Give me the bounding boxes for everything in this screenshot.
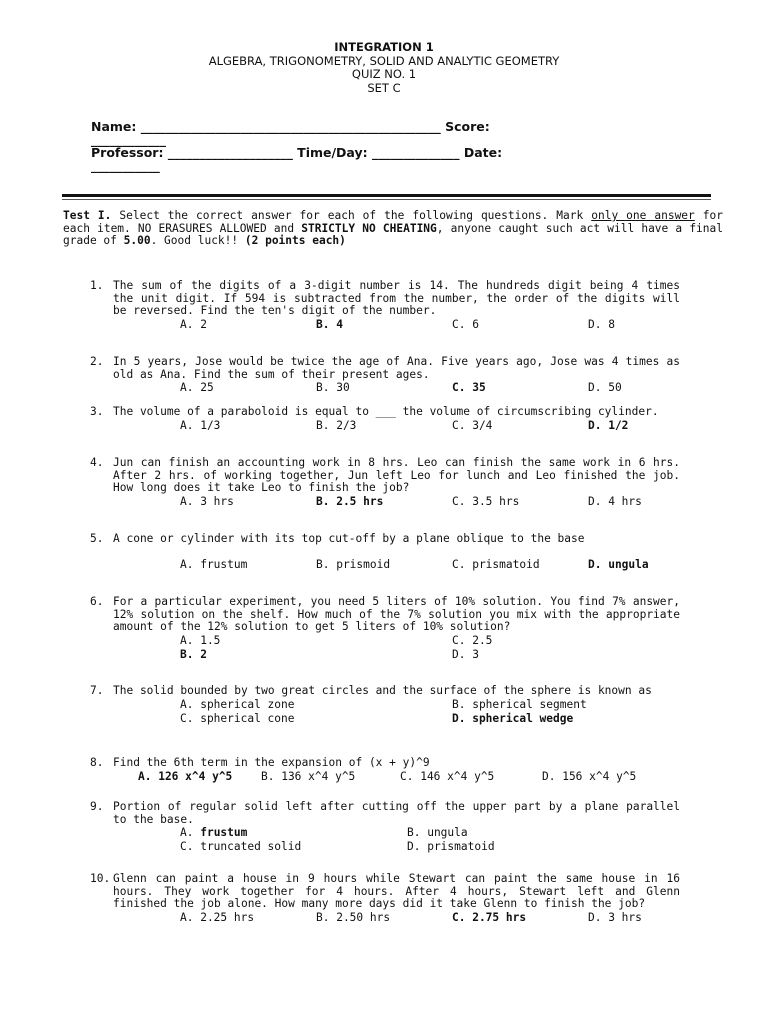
question-text: The solid bounded by two great circles and the surface of the sphere is known as: [113, 684, 652, 697]
question-number: 10.: [90, 872, 111, 885]
option-c: C. 2.75 hrs: [452, 910, 527, 924]
points-note: (2 points each): [244, 234, 346, 247]
question-number: 5.: [90, 532, 104, 545]
option-a: A. 1/3: [180, 418, 221, 432]
date-blank-line: ___________: [91, 158, 160, 173]
question-number: 6.: [90, 595, 104, 608]
question-text: A cone or cylinder with its top cut-off by a plane oblique to the base: [113, 532, 585, 545]
question-text: The volume of a paraboloid is equal to ___ the volume of circumscribing cylinder.: [113, 405, 659, 418]
option-d: D. 3 hrs: [588, 910, 642, 924]
option-c: C. 35: [452, 381, 486, 394]
question-number: 1.: [90, 279, 104, 292]
header-divider: [62, 194, 711, 197]
question-text: The sum of the digits of a 3-digit number is 14. The hundreds digit being 4 times the unit digit. If 594 is subtracted from the number, the order of the digits will be reversed. Find the ten's digit of the number.: [113, 279, 680, 317]
question-1: [90, 280, 680, 332]
option-c: C. 2.5: [452, 633, 493, 647]
question-number: 4.: [90, 456, 104, 469]
document-header: [0, 41, 768, 95]
option-d: D. ungula: [588, 557, 649, 571]
option-b: B. 136 x^4 y^5: [261, 769, 356, 783]
option-b: B. 2.5 hrs: [316, 494, 384, 508]
question-number: 9.: [90, 800, 104, 813]
question-8: [90, 757, 680, 784]
option-b: B. ungula: [407, 826, 468, 839]
option-b: B. 2.50 hrs: [316, 910, 391, 924]
instruction-text: , anyone caught such act will have a final grade of: [63, 221, 723, 247]
option-b-label: B. 2: [180, 647, 207, 661]
question-10: [90, 873, 680, 925]
option-d: D. spherical wedge: [452, 711, 574, 725]
option-a: A. 25: [180, 381, 214, 394]
question-number: 7.: [90, 684, 104, 697]
option-b: B. prismoid: [316, 557, 391, 571]
option-d: D. 3: [452, 647, 479, 661]
option-a: A. 2: [180, 317, 207, 331]
option-b: B. 4: [316, 317, 343, 331]
option-b: B. 30: [316, 381, 350, 394]
instruction-text: for each item. NO ERASURES ALLOWED and: [63, 209, 723, 235]
professor-time-date-line: Professor: ____________________ Time/Day: ______________ Date:: [91, 145, 503, 160]
name-score-line: Name: ________________________________________________ Score:: [91, 119, 490, 134]
option-b: B. 2/3: [316, 418, 357, 432]
underlined-text: only one answer: [591, 209, 695, 222]
question-number: 8.: [90, 756, 104, 769]
question-6: [90, 596, 680, 662]
question-text: In 5 years, Jose would be twice the age of Ana. Five years ago, Jose was 4 times as old as Ana. Find the sum of their present ages.: [113, 355, 680, 381]
header-divider-thin: [62, 199, 711, 200]
option-c: C. prismatoid: [452, 557, 540, 571]
option-c: C. spherical cone: [180, 711, 295, 725]
option-c: C. 3.5 hrs: [452, 494, 520, 508]
option-c: C. 146 x^4 y^5: [400, 769, 495, 783]
question-7: [90, 685, 680, 726]
score-blank-line: ____________: [91, 132, 166, 147]
option-d: D. 8: [588, 317, 615, 331]
option-c: C. truncated solid: [180, 840, 302, 853]
strict-notice: STRICTLY NO CHEATING: [301, 221, 437, 235]
question-text: Glenn can paint a house in 9 hours while Stewart can paint the same house in 16 hours. They work together for 4 hours. After 4 hours, Stewart left and Glenn finished the job alone. How many more days did it take Glenn to finish the job?: [113, 872, 680, 910]
option-a-letter: A.: [180, 826, 201, 839]
question-text: Portion of regular solid left after cutting off the upper part by a plane parallel to the base.: [113, 800, 680, 826]
option-a: [180, 827, 247, 840]
option-d: D. 4 hrs: [588, 494, 642, 508]
question-4: [90, 457, 680, 509]
quiz-number: QUIZ NO. 1: [351, 67, 417, 81]
option-a: A. spherical zone: [180, 697, 295, 711]
question-3: [90, 406, 680, 433]
test-label: Test I.: [63, 209, 112, 222]
question-5: [90, 533, 680, 572]
question-number: 3.: [90, 405, 104, 418]
option-c: C. 3/4: [452, 418, 493, 432]
option-d: D. 50: [588, 381, 622, 394]
option-d: D. prismatoid: [407, 840, 495, 853]
option-a: A. 2.25 hrs: [180, 910, 255, 924]
option-c: C. 6: [452, 317, 479, 331]
option-a: A. 1.5: [180, 633, 221, 647]
option-a: A. frustum: [180, 557, 248, 571]
option-d: D. 1/2: [588, 418, 629, 432]
quiz-set: SET C: [367, 80, 401, 95]
option-b: B. spherical segment: [452, 697, 587, 711]
student-info-fields: [91, 120, 601, 172]
question-number: 2.: [90, 355, 104, 368]
document-title: INTEGRATION 1: [334, 40, 434, 54]
document-subtitle: ALGEBRA, TRIGONOMETRY, SOLID AND ANALYTIC GEOMETRY: [208, 53, 560, 68]
option-b: [180, 649, 207, 662]
option-a: A. 3 hrs: [180, 494, 234, 508]
question-text: For a particular experiment, you need 5 liters of 10% solution. You find 7% answer, 12% solution on the shelf. How much of the 7% solution you mix with the appropriate amount of the 12% solution to get 5 liters of 10% solution?: [113, 595, 680, 633]
test-instructions: [63, 210, 723, 248]
option-a-text: frustum: [200, 826, 248, 839]
question-text: Find the 6th term in the expansion of (x + y)^9: [113, 756, 430, 769]
question-text: Jun can finish an accounting work in 8 hrs. Leo can finish the same work in 6 hrs. After 2 hrs. of working together, Jun left Leo for lunch and Leo finished the job. How long does it take Leo to finish the job?: [113, 456, 680, 494]
final-grade: 5.00: [123, 234, 151, 247]
question-2: [90, 356, 680, 395]
option-d: D. 156 x^4 y^5: [542, 769, 637, 783]
option-a: A. 126 x^4 y^5: [138, 769, 233, 783]
instruction-text: . Good luck!!: [150, 234, 245, 247]
instruction-text: Select the correct answer for each of the following questions. Mark: [111, 209, 592, 222]
question-9: [90, 801, 680, 854]
